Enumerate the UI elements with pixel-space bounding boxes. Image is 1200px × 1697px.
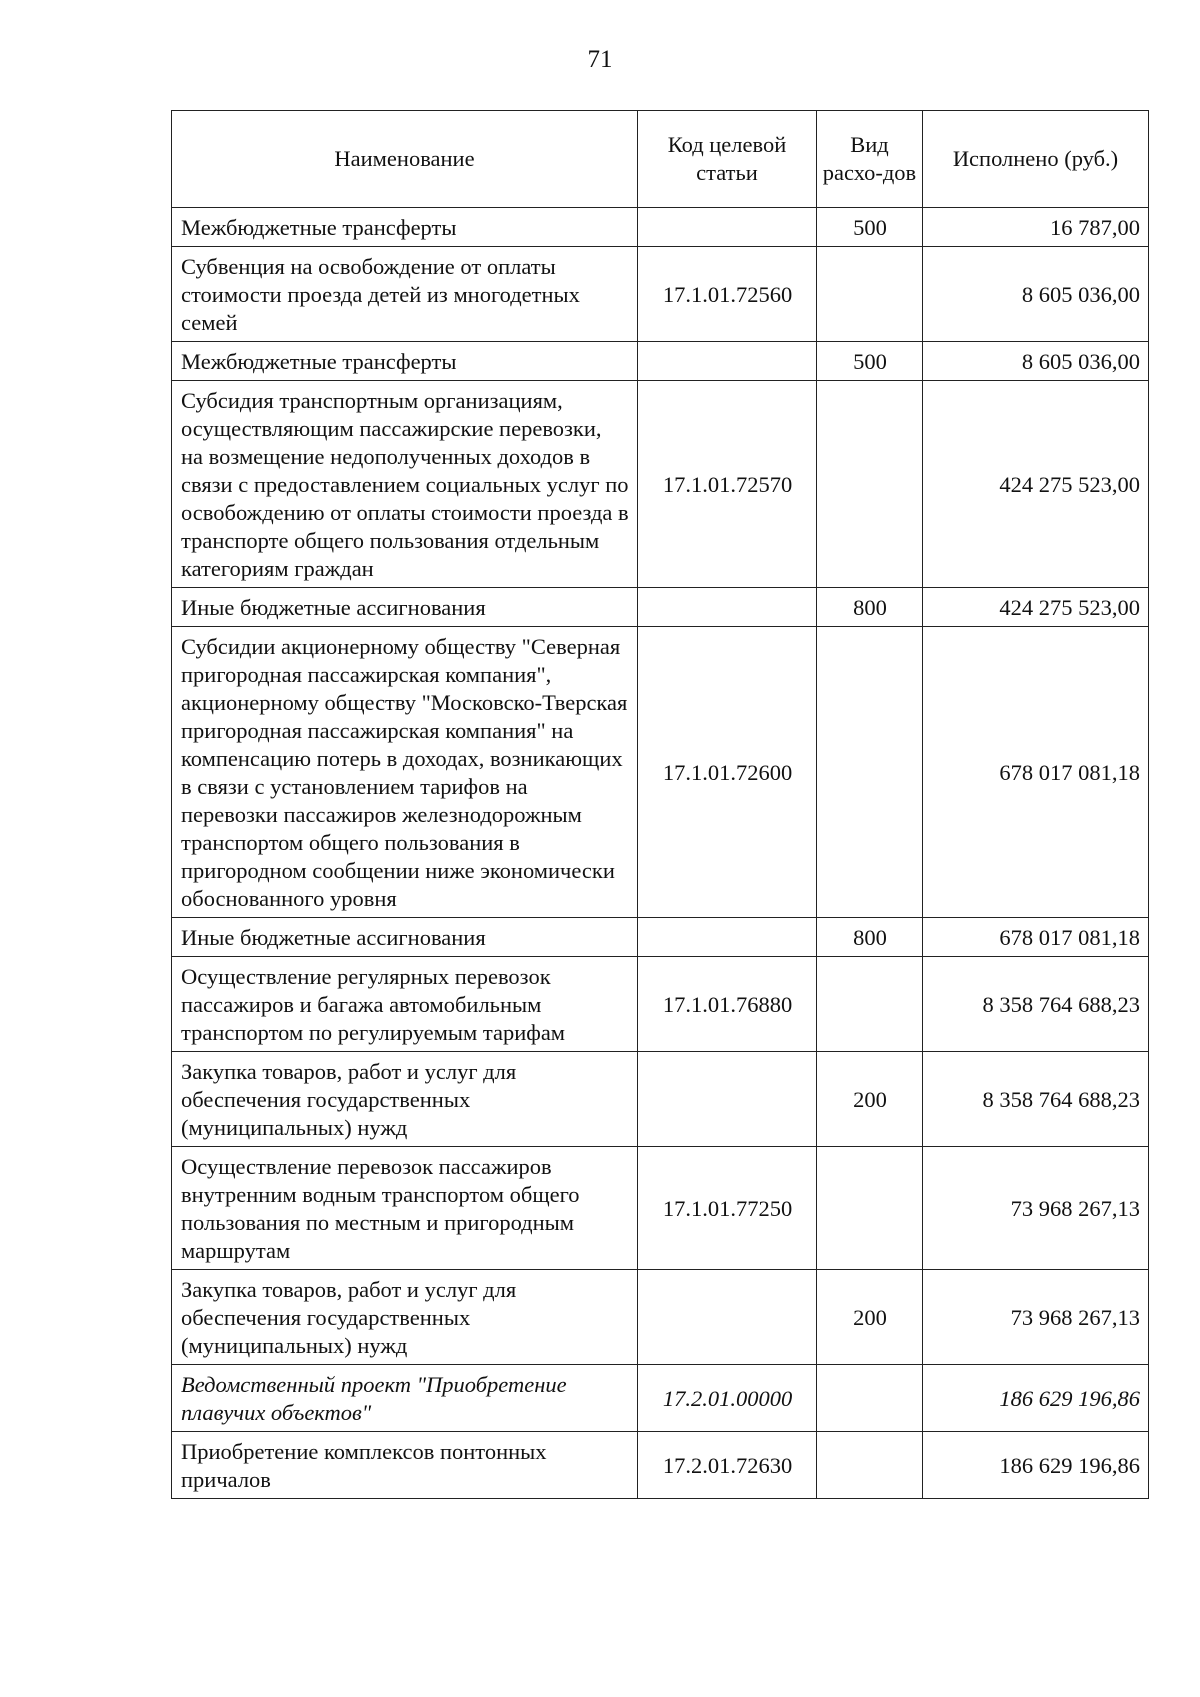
- row-name: Субвенция на освобождение от оплаты стоимости проезда детей из многодетных семей: [172, 247, 638, 342]
- table-row: [172, 1052, 1149, 1147]
- row-name: Межбюджетные трансферты: [172, 208, 638, 247]
- row-kind: 200: [817, 1052, 923, 1147]
- row-kind: [817, 957, 923, 1052]
- row-amount: 424 275 523,00: [923, 381, 1149, 588]
- page-number: 71: [587, 46, 613, 73]
- table-row: [172, 208, 1149, 247]
- row-code: 17.1.01.72570: [638, 381, 817, 588]
- row-kind: [817, 627, 923, 918]
- row-code: [638, 208, 817, 247]
- table-row: [172, 1270, 1149, 1365]
- row-code: [638, 918, 817, 957]
- table-row: [172, 588, 1149, 627]
- row-name: Закупка товаров, работ и услуг для обеспечения государственных (муниципальных) нужд: [172, 1270, 638, 1365]
- row-kind: [817, 1147, 923, 1270]
- row-amount: 8 358 764 688,23: [923, 1052, 1149, 1147]
- row-code: 17.2.01.00000: [638, 1365, 817, 1432]
- row-amount: 73 968 267,13: [923, 1147, 1149, 1270]
- row-name: Осуществление регулярных перевозок пассажиров и багажа автомобильным транспортом по регулируемым тарифам: [172, 957, 638, 1052]
- row-code: 17.1.01.76880: [638, 957, 817, 1052]
- table-row: [172, 1147, 1149, 1270]
- header-code: Код целевой статьи: [638, 111, 817, 208]
- row-name: Межбюджетные трансферты: [172, 342, 638, 381]
- row-amount: 678 017 081,18: [923, 627, 1149, 918]
- header-amount: Исполнено (руб.): [923, 111, 1149, 208]
- row-kind: 200: [817, 1270, 923, 1365]
- row-amount: 16 787,00: [923, 208, 1149, 247]
- row-kind: 500: [817, 342, 923, 381]
- row-kind: [817, 247, 923, 342]
- row-name: Субсидия транспортным организациям, осуществляющим пассажирские перевозки, на возмещение недополученных доходов в связи с предоставлением социальных услуг по освобождению от оплаты стоимости проезда в транспорте общего пользования отдельным категориям граждан: [172, 381, 638, 588]
- row-name: Ведомственный проект "Приобретение плавучих объектов": [172, 1365, 638, 1432]
- row-amount: 8 358 764 688,23: [923, 957, 1149, 1052]
- row-kind: [817, 381, 923, 588]
- row-code: 17.1.01.77250: [638, 1147, 817, 1270]
- table-row: [172, 1432, 1149, 1499]
- row-kind: 800: [817, 918, 923, 957]
- row-amount: 73 968 267,13: [923, 1270, 1149, 1365]
- table-row: [172, 247, 1149, 342]
- row-amount: 8 605 036,00: [923, 247, 1149, 342]
- row-code: 17.1.01.72600: [638, 627, 817, 918]
- table-row-project: [172, 1365, 1149, 1432]
- row-name: Осуществление перевозок пассажиров внутренним водным транспортом общего пользования по местным и пригородным маршрутам: [172, 1147, 638, 1270]
- table-row: [172, 957, 1149, 1052]
- row-code: 17.1.01.72560: [638, 247, 817, 342]
- row-kind: [817, 1365, 923, 1432]
- row-kind: 800: [817, 588, 923, 627]
- table-row: [172, 627, 1149, 918]
- row-name: Закупка товаров, работ и услуг для обеспечения государственных (муниципальных) нужд: [172, 1052, 638, 1147]
- row-kind: [817, 1432, 923, 1499]
- table-row: [172, 918, 1149, 957]
- row-kind: 500: [817, 208, 923, 247]
- row-code: [638, 1052, 817, 1147]
- row-name: Иные бюджетные ассигнования: [172, 588, 638, 627]
- table-row: [172, 381, 1149, 588]
- row-code: 17.2.01.72630: [638, 1432, 817, 1499]
- row-code: [638, 342, 817, 381]
- row-amount: 424 275 523,00: [923, 588, 1149, 627]
- table-header-row: [172, 111, 1149, 208]
- budget-table: [171, 110, 1149, 1499]
- row-name: Иные бюджетные ассигнования: [172, 918, 638, 957]
- header-kind: Вид расхо-дов: [817, 111, 923, 208]
- row-amount: 678 017 081,18: [923, 918, 1149, 957]
- row-name: Приобретение комплексов понтонных причалов: [172, 1432, 638, 1499]
- row-name: Субсидии акционерному обществу "Северная пригородная пассажирская компания", акционерному обществу "Московско-Тверская пригородная пассажирская компания" на компенсацию потерь в доходах, возникающих в связи с установлением тарифов на перевозки пассажиров железнодорожным транспортом общего пользования в пригородном сообщении ниже экономически обоснованного уровня: [172, 627, 638, 918]
- row-amount: 8 605 036,00: [923, 342, 1149, 381]
- row-code: [638, 588, 817, 627]
- row-code: [638, 1270, 817, 1365]
- row-amount: 186 629 196,86: [923, 1365, 1149, 1432]
- header-name: Наименование: [172, 111, 638, 208]
- table-row: [172, 342, 1149, 381]
- row-amount: 186 629 196,86: [923, 1432, 1149, 1499]
